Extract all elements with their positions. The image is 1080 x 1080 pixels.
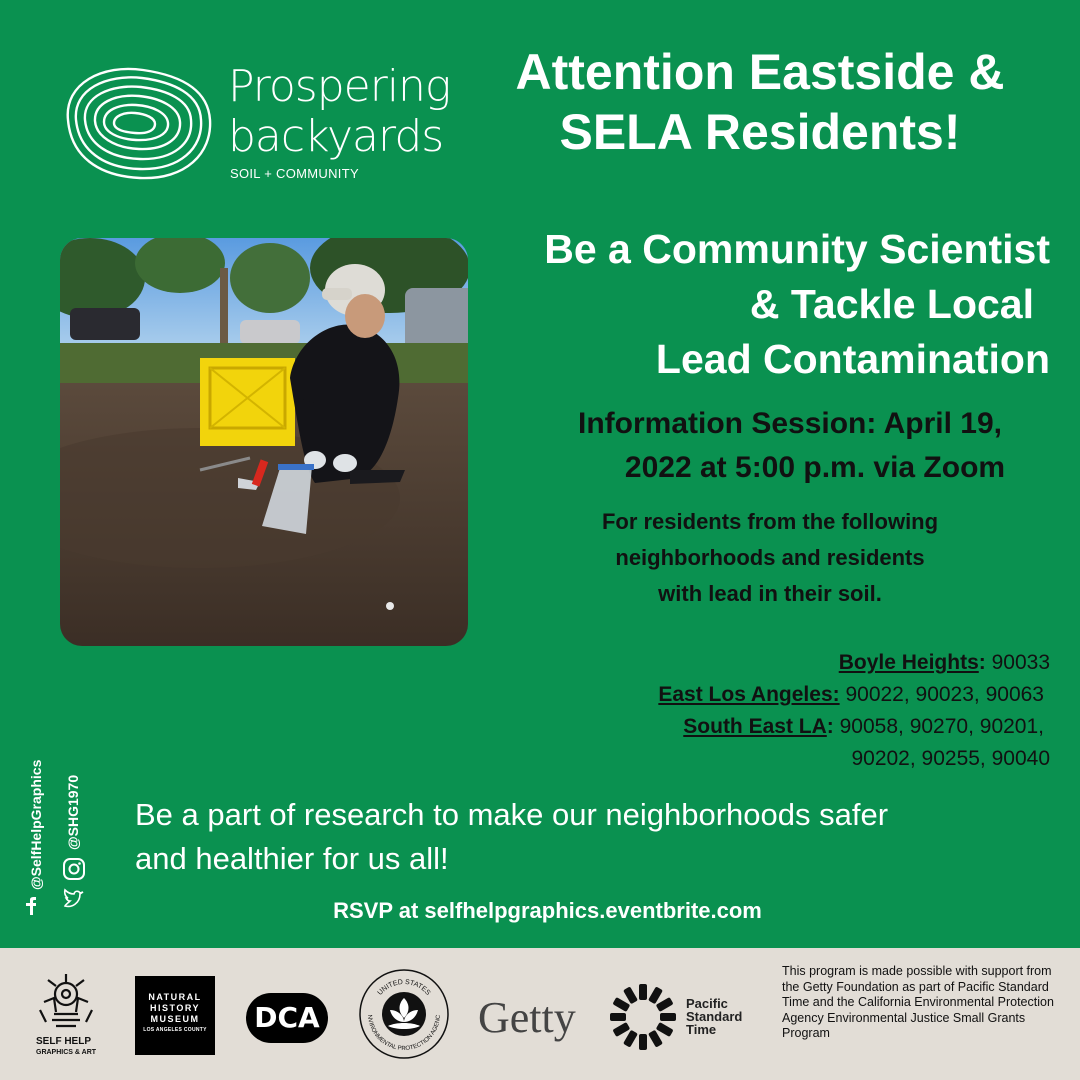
pst-line-3: Time [686,1022,717,1037]
instagram-handle: @SHG1970 [65,774,81,850]
prospering-backyards-logo [58,58,451,188]
tagline-line-2: and healthier for us all! [135,841,449,876]
neighborhood-name: South East LA [683,715,827,738]
epa-top-text: UNITED STATES [376,978,432,997]
sponsor-footer [0,948,1080,1080]
headline-line-1: Attention Eastside & [515,44,1005,100]
shg-line-2: GRAPHICS & ART [36,1049,97,1056]
pst-line-1: Pacific [686,996,728,1011]
research-tagline [135,793,1035,881]
facebook-handle: @SelfHelpGraphics [28,759,44,890]
neighborhood-zips: 90022, 90023, 90063 [839,683,1044,706]
pst-wordmark [686,997,742,1036]
subheadline [450,222,1050,387]
nhm-line-2: HISTORY [149,1003,200,1013]
epa-bottom-text: NVIRONMENTAL PROTECTION AGENC [365,1014,443,1053]
shg-line-1: SELF HELP [36,1036,92,1047]
zip-row [490,679,1050,711]
epa-seal [358,968,450,1065]
pst-ray [656,997,674,1012]
pst-ray [656,1022,674,1037]
logo-tagline: SOIL + COMMUNITY [230,166,359,181]
neighborhood-zips: 90058, 90270, 90201, [833,715,1044,738]
logo-word-prospering: Prospering [228,61,451,112]
nhm-line-1: NATURAL [148,992,202,1002]
pst-ray [612,1022,630,1037]
shg-bird-icon [36,972,100,1034]
neighborhood-colon: : [826,715,834,738]
residents-note-line-1: For residents from the following [601,509,939,534]
dca-logo: DCA [246,993,328,1043]
pst-ray [623,986,638,1004]
soil-sampling-photo [60,238,468,646]
social-handles [20,715,88,915]
neighborhood-colon: : [978,651,986,674]
subheadline-line-2: & Tackle Local [749,281,1034,327]
epa-flower-icon [358,968,450,1060]
info-session [520,402,1060,490]
pst-sunburst-icon [606,980,680,1054]
tagline-line-1: Be a part of research to make our neighborhoods safer [135,797,889,832]
logo-word-backyards: backyards [228,111,444,162]
pst-ray [639,984,647,1000]
pst-ray [648,1030,663,1048]
rsvp-link[interactable]: RSVP at selfhelpgraphics.eventbrite.com [333,898,762,923]
pst-ray [660,1013,676,1021]
soil-rings-icon [58,58,218,188]
pst-ray [648,986,663,1004]
subheadline-line-1: Be a Community Scientist [544,226,1050,272]
neighborhood-name: East Los Angeles: [658,683,840,706]
headline [470,42,1050,162]
neighborhood-zip-list [490,647,1050,775]
residents-note-line-3: with lead in their soil. [658,581,882,606]
residents-note [520,504,1020,612]
subheadline-line-3: Lead Contamination [655,336,1050,382]
self-help-graphics-logo [36,972,100,1039]
natural-history-museum-logo [135,976,215,1055]
zip-row [490,743,1050,775]
info-session-line-2: 2022 at 5:00 p.m. via Zoom [624,451,1006,484]
zip-row [490,711,1050,743]
shg-wordmark [36,1036,96,1058]
pst-ray [612,997,630,1012]
pst-ray [610,1013,626,1021]
neighborhood-zips: 90202, 90255, 90040 [851,747,1050,770]
pst-line-2: Standard [686,1009,743,1024]
residents-note-line-2: neighborhoods and residents [615,545,925,570]
neighborhood-name: Boyle Heights [838,651,979,674]
nhm-line-4: LOS ANGELES COUNTY [143,1027,207,1033]
nhm-line-3: MUSEUM [150,1014,200,1024]
info-session-line-1: Information Session: April 19, [578,407,1002,440]
headline-line-2: SELA Residents! [559,104,961,160]
getty-logo: Getty [478,993,576,1042]
pst-ray [623,1030,638,1048]
zip-row [490,647,1050,679]
instagram-icon [63,858,85,880]
pst-ray [639,1034,647,1050]
pacific-standard-time-logo [606,980,680,1059]
neighborhood-zips: 90033 [985,651,1050,674]
funding-credit: This program is made possible with support from the Getty Foundation as part of Pacific Standard Time and the California Environmental Protection Agency Environmental Justice Small Grants Program [782,964,1054,1040]
